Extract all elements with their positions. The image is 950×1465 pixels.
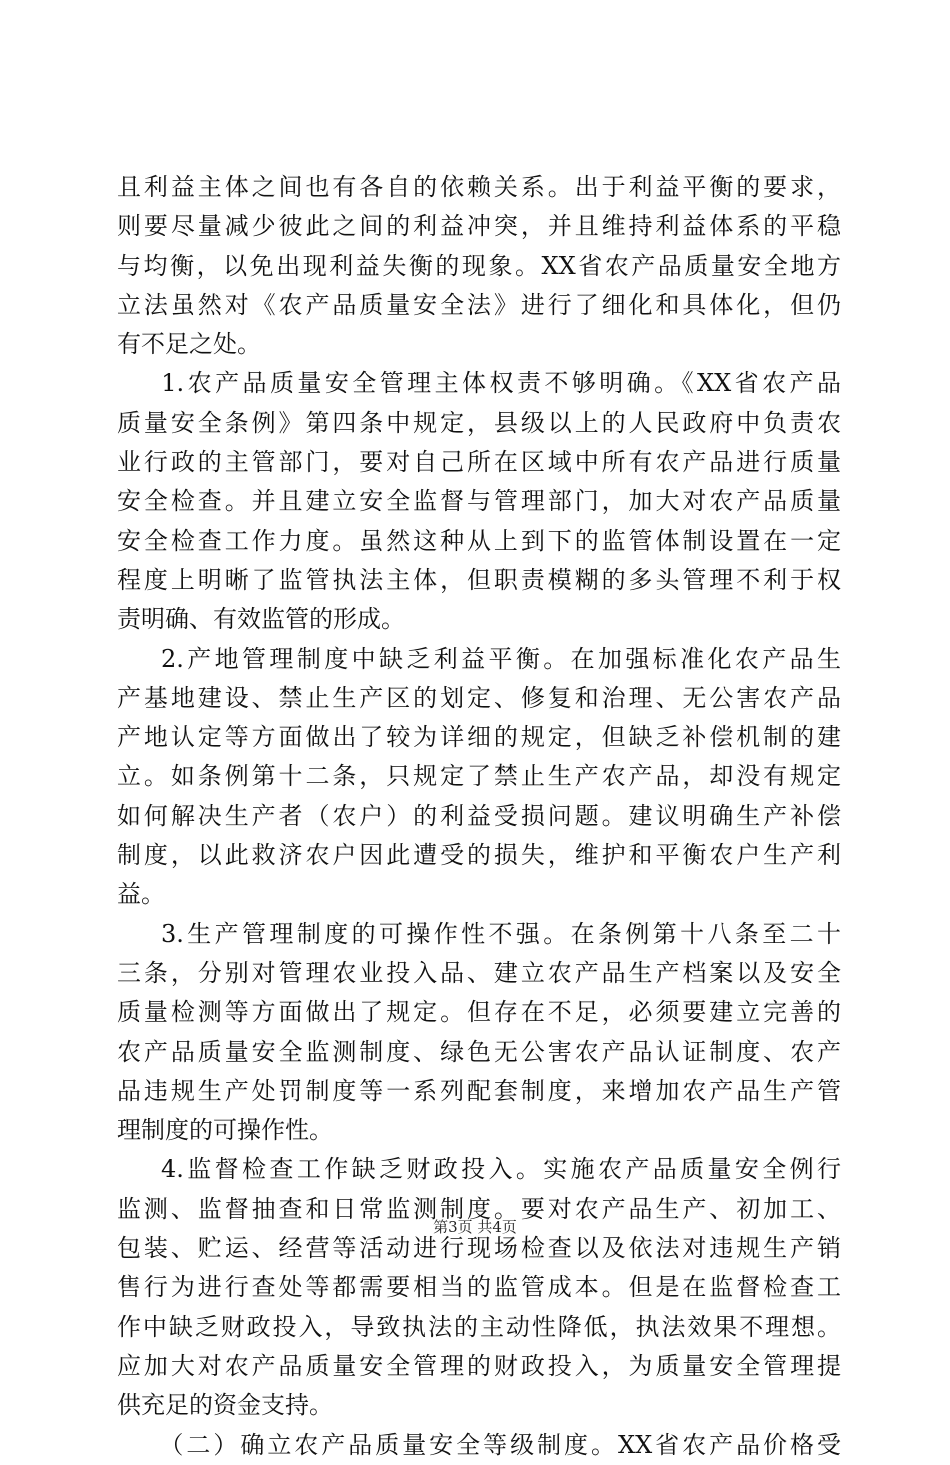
text-line: （二）确立农产品质量安全等级制度。XX省农产品价格受 <box>117 1430 841 1459</box>
text-line: 业行政的主管部门，要对自己所在区域中所有农产品进行质量 <box>117 448 841 477</box>
text-line: 3.生产管理制度的可操作性不强。在条例第十八条至二十 <box>117 919 841 948</box>
text-line: 品违规生产处罚制度等一系列配套制度，来增加农产品生产管 <box>117 1076 841 1105</box>
text-line: 产基地建设、禁止生产区的划定、修复和治理、无公害农产品 <box>117 683 841 712</box>
page-number-label: 第3页 共4页 <box>433 1218 517 1236</box>
text-line: 供充足的资金支持。 <box>117 1391 333 1420</box>
text-line: 产地认定等方面做出了较为详细的规定，但缺乏补偿机制的建 <box>117 723 841 752</box>
text-line: 程度上明晰了监管执法主体，但职责模糊的多头管理不利于权 <box>117 565 841 594</box>
text-line: 有不足之处。 <box>117 330 261 359</box>
text-line: 2.产地管理制度中缺乏利益平衡。在加强标准化农产品生 <box>117 644 841 673</box>
text-line: 作中缺乏财政投入，导致执法的主动性降低，执法效果不理想。 <box>117 1312 841 1341</box>
text-line: 安全检查。并且建立安全监督与管理部门，加大对农产品质量 <box>117 487 841 516</box>
document-body <box>117 168 841 1465</box>
text-line: 与均衡，以免出现利益失衡的现象。XX省农产品质量安全地方 <box>117 251 841 280</box>
text-line: 包装、贮运、经营等活动进行现场检查以及依法对违规生产销 <box>117 1234 841 1263</box>
text-line: 益。 <box>117 880 165 909</box>
text-line: 责明确、有效监管的形成。 <box>117 605 405 634</box>
text-line: 质量安全条例》第四条中规定，县级以上的人民政府中负责农 <box>117 408 841 437</box>
text-line: 制度，以此救济农户因此遭受的损失，维护和平衡农户生产利 <box>117 841 841 870</box>
text-line: 理制度的可操作性。 <box>117 1116 333 1145</box>
text-line: 则要尽量减少彼此之间的利益冲突，并且维持利益体系的平稳 <box>117 212 841 241</box>
page-footer <box>0 1217 950 1237</box>
text-line: 1.农产品质量安全管理主体权责不够明确。《XX省农产品 <box>117 369 841 398</box>
text-line: 三条，分别对管理农业投入品、建立农产品生产档案以及安全 <box>117 958 841 987</box>
text-line: 监测、监督抽查和日常监测制度。要对农产品生产、初加工、 <box>117 1194 841 1223</box>
text-line: 如何解决生产者（农户）的利益受损问题。建议明确生产补偿 <box>117 801 841 830</box>
text-line: 农产品质量安全监测制度、绿色无公害农产品认证制度、农产 <box>117 1037 841 1066</box>
text-line: 且利益主体之间也有各自的依赖关系。出于利益平衡的要求， <box>117 173 841 201</box>
text-line: 应加大对农产品质量安全管理的财政投入，为质量安全管理提 <box>117 1351 841 1380</box>
text-line: 售行为进行查处等都需要相当的监管成本。但是在监督检查工 <box>117 1273 841 1302</box>
text-line: 4.监督检查工作缺乏财政投入。实施农产品质量安全例行 <box>117 1155 841 1184</box>
text-line: 立法虽然对《农产品质量安全法》进行了细化和具体化，但仍 <box>117 290 841 319</box>
text-line: 安全检查工作力度。虽然这种从上到下的监管体制设置在一定 <box>117 526 841 555</box>
text-line: 质量检测等方面做出了规定。但存在不足，必须要建立完善的 <box>117 998 841 1027</box>
text-line: 立。如条例第十二条，只规定了禁止生产农产品，却没有规定 <box>117 762 841 791</box>
